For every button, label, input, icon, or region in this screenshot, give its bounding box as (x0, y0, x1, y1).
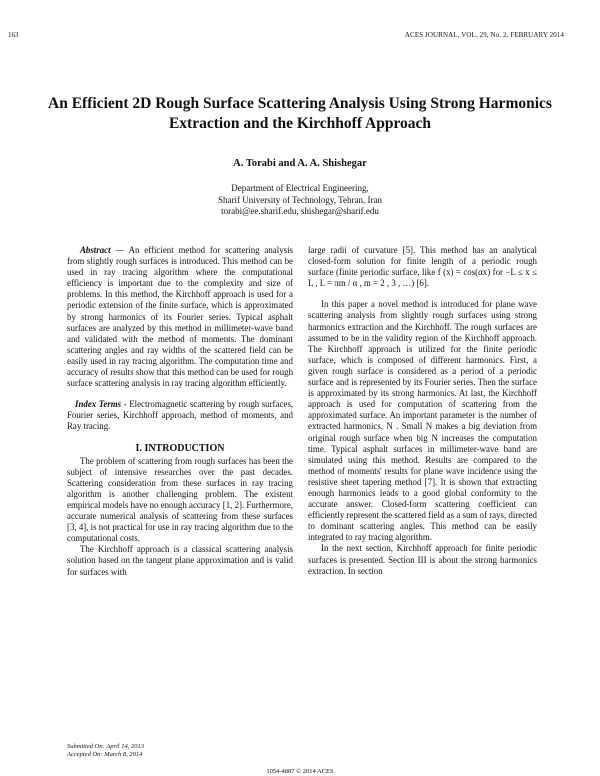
abstract (67, 245, 293, 389)
affiliation (0, 183, 600, 218)
left-column (67, 245, 293, 578)
copyright-footer: 1054-4887 © 2014 ACES (266, 768, 334, 775)
index-terms (67, 399, 293, 432)
submission-footnote (67, 743, 144, 759)
submitted-date: Submitted On: April 14, 2013 (67, 743, 144, 750)
right-column (308, 245, 537, 577)
paper-title: An Efficient 2D Rough Surface Scattering Analysis Using Strong Harmonics Extraction and the Kirchhoff Approach (48, 95, 552, 132)
intro-paragraph-1: The problem of scattering from rough surfaces has been the subject of intensive researches over the past decades. Scattering consideration from these surfaces in ray tracing algorithm is another challenging problem. The existent empirical models have no enough accuracy [1, 2]. Furthermore, accurate numerical analysis of scattering from these surfaces [3, 4], is not practical for use in ray tracing algorithm due to the computational costs. (67, 455, 293, 544)
accepted-date: Accepted On: March 8, 2014 (67, 751, 143, 759)
page-number: 163 (8, 31, 19, 39)
affiliation-university: Sharif University of Technology, Tehran, Iran (217, 194, 383, 205)
intro-paragraph-2: The Kirchhoff approach is a classical scattering analysis solution based on the tangent plane approximation and is valid for surfaces with (67, 544, 293, 577)
index-terms-text: - Electromagnetic scattering by rough surfaces, Fourier series, Kirchhoff approach, method of moments, and Ray tracing. (67, 399, 294, 432)
affiliation-emails: torabi@ee.sharif.edu, shishegar@sharif.edu (221, 206, 379, 216)
right-paragraph-3: In the next section, Kirchhoff approach for finite periodic surfaces is presented. Section III is about the strong harmonics extraction. In section (308, 543, 537, 576)
paper-authors: A. Torabi and A. A. Shishegar (233, 158, 367, 169)
right-paragraph-2: In this paper a novel method is introduced for plane wave scattering analysis from slightly rough surfaces using strong harmonics extraction and the Kirchhoff. The rough surfaces are assumed to be in the validity region of the Kirchhoff approach. The Kirchhoff approach is utilized for the finite periodic surface, which is composed of different harmonics. First, a given rough surface is considered as a period of a periodic surface and is represented by its Fourier series. Then the surface is approximated by its strong harmonics. At last, the Kirchhoff approach is used for computation of scattering from the approximated surface. An important parameter is the number of extracted harmonics, N . Small N makes a big deviation from original rough surface when big N increases the computation time. Typical asphalt surfaces in millimeter-wave band are simulated using this method. Results are compared to the method of moments' results for plane wave incidence using the resistive sheet tapering method [7]. It is shown that extracting enough harmonics leads to a good global conformity to the accurate answer. Closed-form scattering coefficient can efficiently represent the scattered field as a sum of rays, directed to dominant scattering angles. This method can be easily integrated to ray tracing algorithm. (308, 299, 537, 543)
right-paragraph-1: large radii of curvature [5]. This method has an analytical closed-form solution for finite length of a periodic rough surface (finite periodic surface, like f (x) = cos(αx) for −L ≤ x ≤ L , L = πm / α , m = 2 , 3 , …) [6]. (308, 245, 537, 289)
affiliation-department: Department of Electrical Engineering, (231, 183, 369, 193)
index-terms-label: Index Terms (75, 399, 122, 410)
abstract-text: — An efficient method for scattering analysis from slightly rough surfaces is introduced. This method can be used in ray tracing algorithm where the computational efficiency is important due to the complexity and size of problems. In this method, the Kirchhoff approach is used for a periodic extension of the finite surface, which is approximated by strong harmonics of its Fourier series. Typical asphalt surfaces are analyzed by this method in millimeter-wave band and validated with the method of moments. The dominant scattering angles and ray widths of the scattered field can be easily used in ray tracing algorithm. The computation time and accuracy of results show that this method can be used for rough surface scattering analysis in ray tracing algorithm efficiently. (67, 245, 294, 389)
journal-header: ACES JOURNAL, VOL. 29, No. 2, FEBRUARY 2014 (404, 31, 564, 39)
abstract-label: Abstract (80, 245, 111, 255)
section-heading-introduction: I. INTRODUCTION (135, 442, 225, 454)
